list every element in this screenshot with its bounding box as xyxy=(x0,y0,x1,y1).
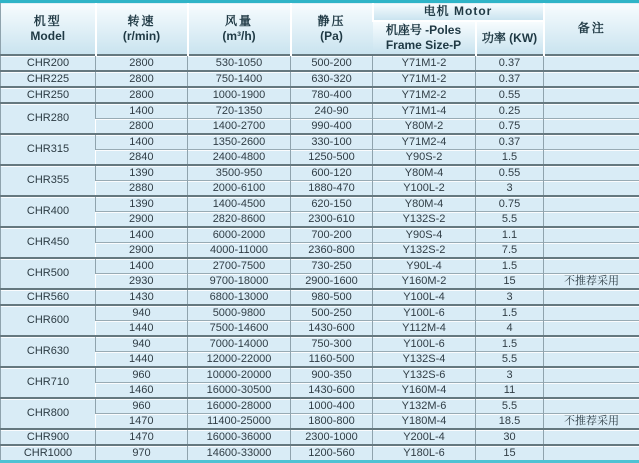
model-cell: CHR630 xyxy=(1,336,96,367)
speed-cell: 1390 xyxy=(96,165,188,181)
pressure-cell: 1160-500 xyxy=(291,352,373,368)
power-cell: 0.25 xyxy=(476,103,544,119)
remark-cell xyxy=(544,119,639,135)
table-header xyxy=(1,2,639,56)
table-row xyxy=(1,289,639,305)
header-remark xyxy=(544,2,639,56)
power-cell: 5.5 xyxy=(476,398,544,414)
airflow-cell: 530-1050 xyxy=(188,55,291,71)
speed-cell: 2900 xyxy=(96,212,188,228)
frame-cell: Y71M2-4 xyxy=(373,134,476,150)
speed-cell: 1460 xyxy=(96,383,188,399)
power-cell: 5.5 xyxy=(476,352,544,368)
airflow-cell: 3500-950 xyxy=(188,165,291,181)
table-body xyxy=(1,55,639,462)
pressure-cell: 1430-600 xyxy=(291,321,373,337)
speed-cell: 970 xyxy=(96,445,188,462)
model-cell: CHR800 xyxy=(1,398,96,429)
airflow-cell: 2000-6100 xyxy=(188,181,291,197)
frame-cell: Y71M1-2 xyxy=(373,55,476,71)
model-cell: CHR450 xyxy=(1,227,96,258)
speed-cell: 2800 xyxy=(96,119,188,135)
speed-cell: 2800 xyxy=(96,87,188,103)
table-row xyxy=(1,305,639,321)
remark-cell xyxy=(544,212,639,228)
pressure-cell: 730-250 xyxy=(291,258,373,274)
airflow-cell: 9700-18000 xyxy=(188,274,291,290)
frame-cell: Y200L-4 xyxy=(373,429,476,445)
frame-cell: Y132M-6 xyxy=(373,398,476,414)
model-cell: CHR1000 xyxy=(1,445,96,462)
frame-cell: Y100L-4 xyxy=(373,289,476,305)
airflow-cell: 11400-25000 xyxy=(188,414,291,430)
table-row xyxy=(1,429,639,445)
header-model-en: Model xyxy=(3,29,93,44)
table-row xyxy=(1,150,639,166)
speed-cell: 960 xyxy=(96,398,188,414)
header-pressure-en: (Pa) xyxy=(294,29,370,44)
frame-cell: Y112M-4 xyxy=(373,321,476,337)
pressure-cell: 2900-1600 xyxy=(291,274,373,290)
table-row xyxy=(1,352,639,368)
table-row xyxy=(1,398,639,414)
speed-cell: 2800 xyxy=(96,55,188,71)
frame-cell: Y100L-2 xyxy=(373,181,476,197)
power-cell: 3 xyxy=(476,367,544,383)
speed-cell: 960 xyxy=(96,367,188,383)
airflow-cell: 16000-36000 xyxy=(188,429,291,445)
frame-cell: Y71M2-2 xyxy=(373,87,476,103)
header-model xyxy=(1,2,96,56)
remark-cell xyxy=(544,321,639,337)
power-cell: 1.5 xyxy=(476,150,544,166)
frame-cell: Y80M-4 xyxy=(373,196,476,212)
table-row xyxy=(1,212,639,228)
table-row xyxy=(1,258,639,274)
header-remark-label: 备注 xyxy=(578,21,606,35)
speed-cell: 1400 xyxy=(96,103,188,119)
speed-cell: 940 xyxy=(96,336,188,352)
remark-cell xyxy=(544,383,639,399)
table-row xyxy=(1,71,639,87)
remark-cell xyxy=(544,352,639,368)
airflow-cell: 1000-1900 xyxy=(188,87,291,103)
header-model-zh: 机型 xyxy=(3,14,93,29)
header-motor-group: 电机 Motor xyxy=(373,2,544,22)
pressure-cell: 2360-800 xyxy=(291,243,373,259)
pressure-cell: 1000-400 xyxy=(291,398,373,414)
pressure-cell: 1250-500 xyxy=(291,150,373,166)
airflow-cell: 2700-7500 xyxy=(188,258,291,274)
frame-cell: Y132S-2 xyxy=(373,243,476,259)
pressure-cell: 990-400 xyxy=(291,119,373,135)
power-cell: 3 xyxy=(476,289,544,305)
frame-cell: Y100L-6 xyxy=(373,305,476,321)
remark-cell xyxy=(544,429,639,445)
table-row xyxy=(1,321,639,337)
remark-cell xyxy=(544,227,639,243)
pressure-cell: 500-250 xyxy=(291,305,373,321)
model-cell: CHR560 xyxy=(1,289,96,305)
airflow-cell: 5000-9800 xyxy=(188,305,291,321)
airflow-cell: 720-1350 xyxy=(188,103,291,119)
header-speed xyxy=(96,2,188,56)
power-cell: 0.37 xyxy=(476,71,544,87)
airflow-cell: 2820-8600 xyxy=(188,212,291,228)
table-row xyxy=(1,87,639,103)
model-cell: CHR710 xyxy=(1,367,96,398)
power-cell: 18.5 xyxy=(476,414,544,430)
pressure-cell: 780-400 xyxy=(291,87,373,103)
table-row xyxy=(1,165,639,181)
remark-cell xyxy=(544,181,639,197)
model-cell: CHR280 xyxy=(1,103,96,134)
airflow-cell: 2400-4800 xyxy=(188,150,291,166)
header-pressure xyxy=(291,2,373,56)
power-cell: 7.5 xyxy=(476,243,544,259)
remark-cell xyxy=(544,196,639,212)
frame-cell: Y160M-2 xyxy=(373,274,476,290)
pressure-cell: 1880-470 xyxy=(291,181,373,197)
power-cell: 0.75 xyxy=(476,119,544,135)
power-cell: 5.5 xyxy=(476,212,544,228)
power-cell: 1.1 xyxy=(476,227,544,243)
table-row xyxy=(1,119,639,135)
remark-cell xyxy=(544,398,639,414)
table-row xyxy=(1,243,639,259)
pressure-cell: 700-200 xyxy=(291,227,373,243)
airflow-cell: 12000-22000 xyxy=(188,352,291,368)
frame-cell: Y160M-4 xyxy=(373,383,476,399)
power-cell: 0.37 xyxy=(476,134,544,150)
remark-cell xyxy=(544,103,639,119)
speed-cell: 2900 xyxy=(96,243,188,259)
header-pressure-zh: 静压 xyxy=(294,14,370,29)
speed-cell: 1400 xyxy=(96,258,188,274)
model-cell: CHR200 xyxy=(1,55,96,71)
speed-cell: 1440 xyxy=(96,321,188,337)
model-cell: CHR400 xyxy=(1,196,96,227)
table-row xyxy=(1,336,639,352)
speed-cell: 2840 xyxy=(96,150,188,166)
table-row xyxy=(1,181,639,197)
header-speed-en: (r/min) xyxy=(99,29,185,44)
table-row xyxy=(1,134,639,150)
pressure-cell: 240-90 xyxy=(291,103,373,119)
model-cell: CHR315 xyxy=(1,134,96,165)
remark-cell xyxy=(544,367,639,383)
airflow-cell: 16000-30500 xyxy=(188,383,291,399)
power-cell: 3 xyxy=(476,181,544,197)
airflow-cell: 1350-2600 xyxy=(188,134,291,150)
header-airflow-en: (m³/h) xyxy=(191,29,288,44)
pressure-cell: 620-150 xyxy=(291,196,373,212)
speed-cell: 1440 xyxy=(96,352,188,368)
pressure-cell: 600-120 xyxy=(291,165,373,181)
header-airflow xyxy=(188,2,291,56)
model-cell: CHR250 xyxy=(1,87,96,103)
frame-cell: Y132S-6 xyxy=(373,367,476,383)
table-row xyxy=(1,196,639,212)
model-cell: CHR355 xyxy=(1,165,96,196)
pressure-cell: 330-100 xyxy=(291,134,373,150)
header-motor-power: 功率 (KW) xyxy=(476,21,544,55)
airflow-cell: 6000-2000 xyxy=(188,227,291,243)
table-row xyxy=(1,227,639,243)
power-cell: 0.55 xyxy=(476,87,544,103)
frame-cell: Y71M1-4 xyxy=(373,103,476,119)
speed-cell: 1470 xyxy=(96,414,188,430)
remark-cell xyxy=(544,134,639,150)
speed-cell: 1470 xyxy=(96,429,188,445)
remark-cell xyxy=(544,243,639,259)
frame-cell: Y132S-4 xyxy=(373,352,476,368)
remark-cell: 不推荐采用 xyxy=(544,274,639,290)
remark-cell xyxy=(544,445,639,462)
airflow-cell: 750-1400 xyxy=(188,71,291,87)
pressure-cell: 750-300 xyxy=(291,336,373,352)
power-cell: 15 xyxy=(476,445,544,462)
remark-cell xyxy=(544,165,639,181)
pressure-cell: 1800-800 xyxy=(291,414,373,430)
frame-cell: Y100L-6 xyxy=(373,336,476,352)
frame-cell: Y180L-6 xyxy=(373,445,476,462)
power-cell: 0.75 xyxy=(476,196,544,212)
power-cell: 0.37 xyxy=(476,55,544,71)
airflow-cell: 7500-14600 xyxy=(188,321,291,337)
power-cell: 30 xyxy=(476,429,544,445)
speed-cell: 2800 xyxy=(96,71,188,87)
remark-cell xyxy=(544,289,639,305)
airflow-cell: 10000-20000 xyxy=(188,367,291,383)
speed-cell: 1430 xyxy=(96,289,188,305)
power-cell: 4 xyxy=(476,321,544,337)
table-row xyxy=(1,55,639,71)
speed-cell: 940 xyxy=(96,305,188,321)
pressure-cell: 2300-610 xyxy=(291,212,373,228)
airflow-cell: 7000-14000 xyxy=(188,336,291,352)
pressure-cell: 630-320 xyxy=(291,71,373,87)
pressure-cell: 2300-1000 xyxy=(291,429,373,445)
speed-cell: 2880 xyxy=(96,181,188,197)
table-row xyxy=(1,274,639,290)
power-cell: 1.5 xyxy=(476,258,544,274)
header-airflow-zh: 风量 xyxy=(191,14,288,29)
airflow-cell: 16000-28000 xyxy=(188,398,291,414)
remark-cell xyxy=(544,336,639,352)
power-cell: 1.5 xyxy=(476,305,544,321)
model-cell: CHR225 xyxy=(1,71,96,87)
pressure-cell: 900-350 xyxy=(291,367,373,383)
model-cell: CHR500 xyxy=(1,258,96,289)
remark-cell xyxy=(544,55,639,71)
remark-cell: 不推荐采用 xyxy=(544,414,639,430)
table-row xyxy=(1,445,639,462)
header-speed-zh: 转速 xyxy=(99,14,185,29)
remark-cell xyxy=(544,150,639,166)
frame-cell: Y71M1-2 xyxy=(373,71,476,87)
frame-cell: Y90S-2 xyxy=(373,150,476,166)
table-row xyxy=(1,383,639,399)
speed-cell: 1390 xyxy=(96,196,188,212)
remark-cell xyxy=(544,71,639,87)
airflow-cell: 1400-2700 xyxy=(188,119,291,135)
power-cell: 1.5 xyxy=(476,336,544,352)
frame-cell: Y80M-2 xyxy=(373,119,476,135)
airflow-cell: 4000-11000 xyxy=(188,243,291,259)
remark-cell xyxy=(544,258,639,274)
speed-cell: 1400 xyxy=(96,227,188,243)
model-cell: CHR600 xyxy=(1,305,96,336)
header-motor-frame: 机座号 -Poles Frame Size-P xyxy=(373,21,476,55)
frame-cell: Y180M-4 xyxy=(373,414,476,430)
airflow-cell: 6800-13000 xyxy=(188,289,291,305)
table-row xyxy=(1,367,639,383)
model-cell: CHR900 xyxy=(1,429,96,445)
power-cell: 0.55 xyxy=(476,165,544,181)
airflow-cell: 14600-33000 xyxy=(188,445,291,462)
speed-cell: 2930 xyxy=(96,274,188,290)
frame-cell: Y90S-4 xyxy=(373,227,476,243)
pressure-cell: 1200-560 xyxy=(291,445,373,462)
table-row xyxy=(1,414,639,430)
pressure-cell: 980-500 xyxy=(291,289,373,305)
frame-cell: Y90L-4 xyxy=(373,258,476,274)
remark-cell xyxy=(544,305,639,321)
frame-cell: Y132S-2 xyxy=(373,212,476,228)
power-cell: 11 xyxy=(476,383,544,399)
speed-cell: 1400 xyxy=(96,134,188,150)
remark-cell xyxy=(544,87,639,103)
table-row xyxy=(1,103,639,119)
pressure-cell: 1430-600 xyxy=(291,383,373,399)
frame-cell: Y80M-4 xyxy=(373,165,476,181)
pressure-cell: 500-200 xyxy=(291,55,373,71)
power-cell: 15 xyxy=(476,274,544,290)
airflow-cell: 1400-4500 xyxy=(188,196,291,212)
